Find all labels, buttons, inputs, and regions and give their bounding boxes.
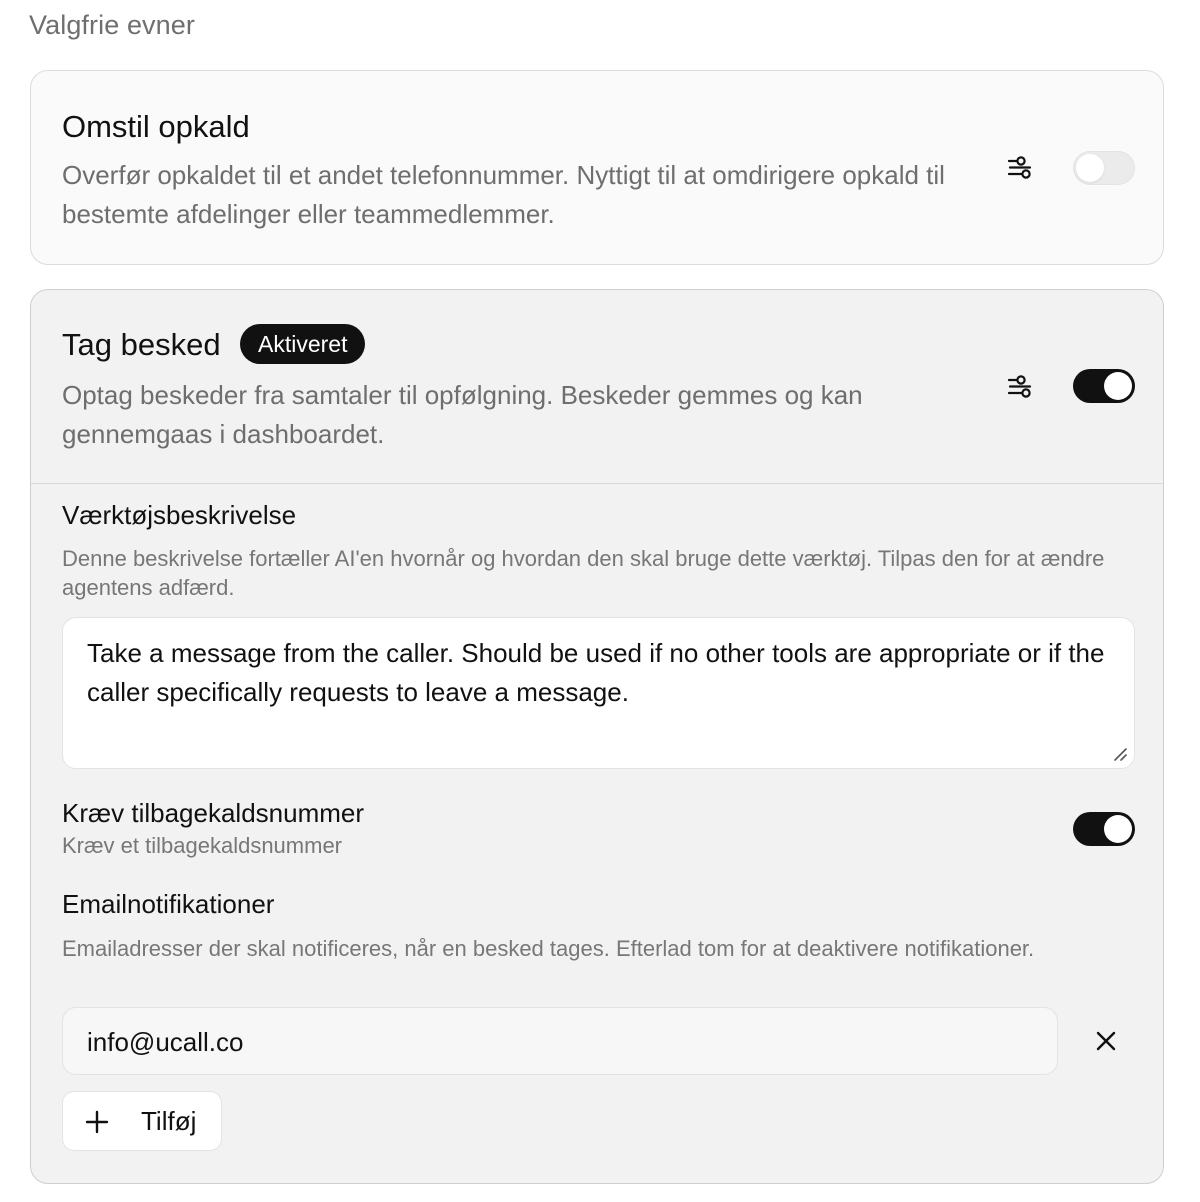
tool-description-textarea[interactable] [62,617,1135,769]
email-notifications-help: Emailadresser der skal notificeres, når en besked tages. Efterlad tom for at deaktivere notifikationer. [62,936,1035,961]
sliders-icon[interactable] [1007,155,1033,181]
email-notifications-label: Emailnotifikationer [62,889,275,919]
add-email-label: Tilføj [141,1106,197,1136]
transfer-call-toggle[interactable] [1073,151,1135,185]
email-input[interactable] [62,1007,1058,1075]
sliders-icon[interactable] [1007,374,1033,400]
plus-icon [85,1110,109,1134]
add-email-button[interactable] [62,1091,222,1151]
tool-description: Optag beskeder fra samtaler til opfølgning. Beskeder gemmes og kan gennemgaas i dashboardet. [62,380,863,449]
tool-description-label: Værktøjsbeskrivelse [62,500,297,530]
require-callback-toggle[interactable] [1073,812,1135,846]
tool-title: Tag besked [62,327,221,362]
require-callback-label: Kræv tilbagekaldsnummer [62,798,365,828]
toggle-knob [1076,154,1104,182]
close-icon[interactable] [1094,1029,1118,1053]
tool-card-take-message [30,289,1164,1184]
tool-description: Overfør opkaldet til et andet telefonnummer. Nyttigt til at omdirigere opkald til bestemte afdelinger eller teammedlemmer. [62,160,945,229]
resize-handle-icon[interactable] [1112,746,1128,762]
status-badge: Aktiveret [240,324,365,364]
tool-description-help: Denne beskrivelse fortæller AI'en hvornår og hvordan den skal bruge dette værktøj. Tilpas den for at ændre agentens adfærd. [62,546,1105,600]
tool-title: Omstil opkald [62,109,250,144]
textarea-value: Take a message from the caller. Should be used if no other tools are appropriate or if the caller specifically requests to leave a message. [87,638,1105,707]
tool-card-transfer-call [30,70,1164,265]
section-title: Valgfrie evner [29,10,195,40]
divider [31,483,1163,484]
toggle-knob [1104,372,1132,400]
toggle-knob [1104,815,1132,843]
email-value: info@ucall.co [87,1027,244,1057]
require-callback-sublabel: Kræv et tilbagekaldsnummer [62,833,343,858]
take-message-toggle[interactable] [1073,369,1135,403]
